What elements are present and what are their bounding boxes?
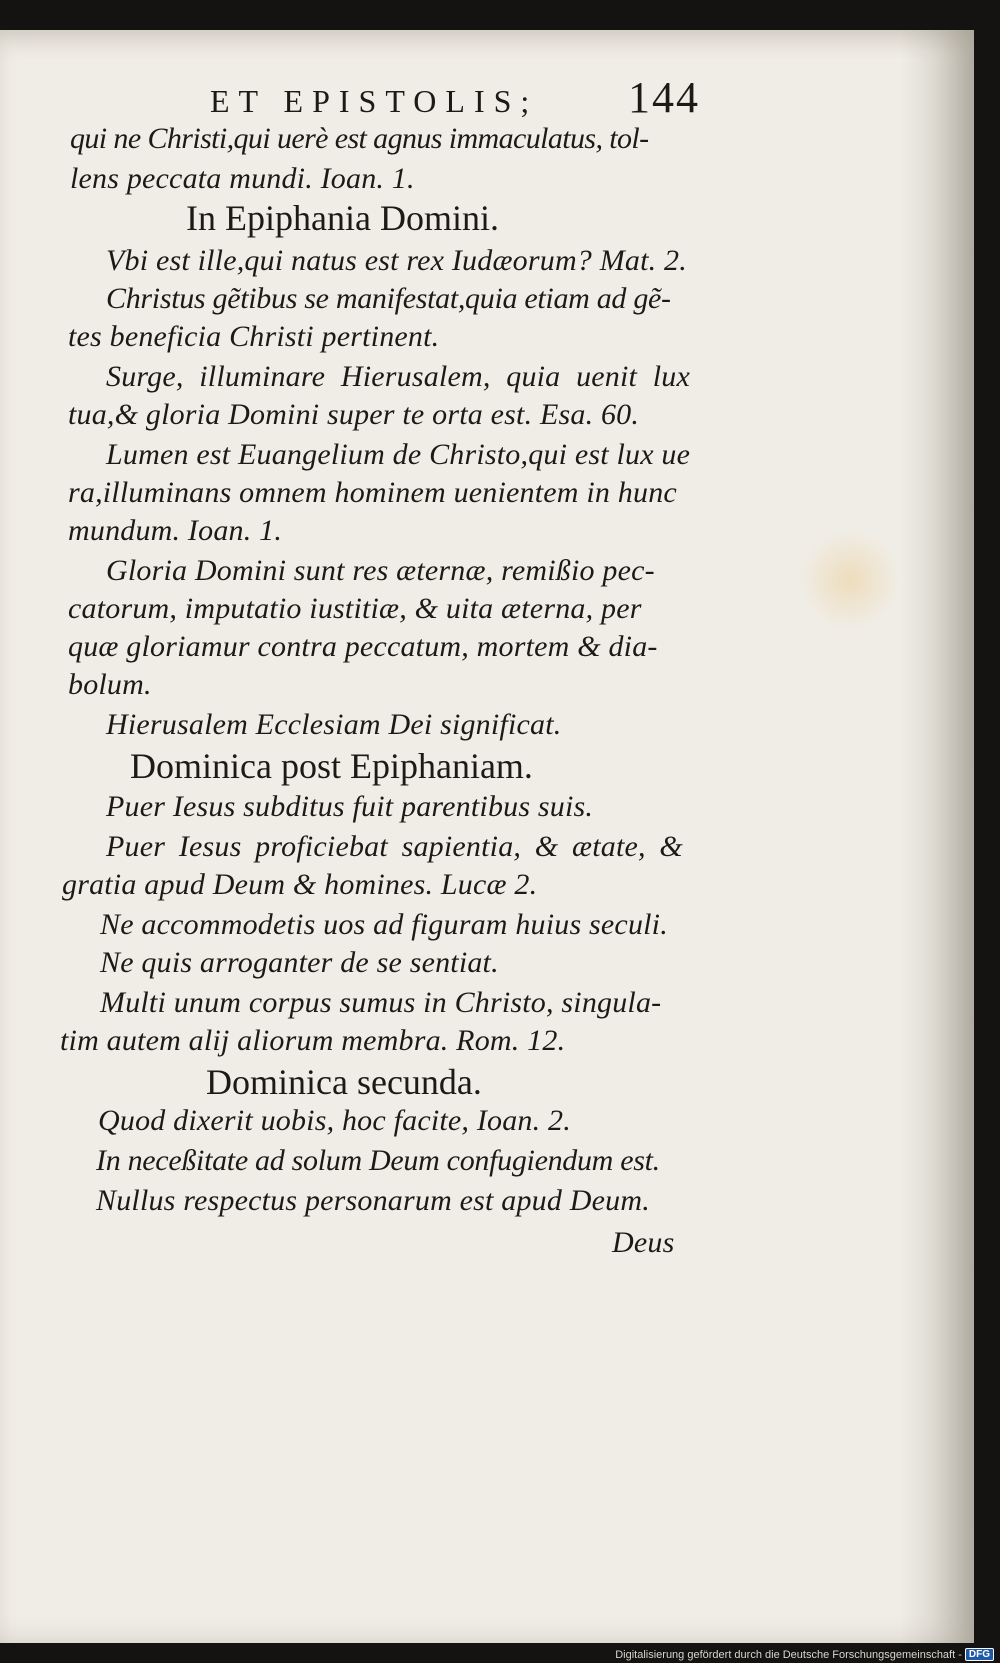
text-line: Ne accommodetis uos ad figuram huius seculi. bbox=[100, 908, 668, 941]
text-line: Surge, illuminare Hierusalem, quia uenit lux bbox=[106, 360, 691, 393]
text-line: Vbi est ille,qui natus est rex Iudæorum? Mat. 2. bbox=[106, 244, 687, 277]
text-line: gratia apud Deum & homines. Lucæ 2. bbox=[62, 868, 538, 901]
dfg-logo: DFG bbox=[965, 1648, 994, 1661]
catchword: Deus bbox=[612, 1226, 675, 1259]
text-line: Puer Iesus subditus fuit parentibus suis. bbox=[106, 790, 594, 823]
text-line: Nullus respectus personarum est apud Deum. bbox=[96, 1184, 650, 1217]
section-heading: In Epiphania Domini. bbox=[186, 198, 499, 238]
running-head-title: ET EPISTOLIS; bbox=[210, 83, 539, 119]
text-line: tim autem alij aliorum membra. Rom. 12. bbox=[60, 1024, 566, 1057]
page-number: 144 bbox=[628, 73, 700, 122]
text-line: Lumen est Euangelium de Christo,qui est lux ue bbox=[106, 438, 691, 471]
text-line: mundum. Ioan. 1. bbox=[68, 514, 283, 547]
text-line: tua,& gloria Domini super te orta est. Esa. 60. bbox=[68, 398, 640, 431]
text-line: quæ gloriamur contra peccatum, mortem & dia- bbox=[68, 630, 658, 663]
text-line: Christus gẽtibus se manifestat,quia etiam ad gẽ- bbox=[106, 282, 671, 315]
text-line: bolum. bbox=[68, 668, 152, 701]
section-heading: Dominica post Epiphaniam. bbox=[130, 746, 533, 786]
credit-text: Digitalisierung gefördert durch die Deutsche Forschungsgemeinschaft - bbox=[615, 1648, 962, 1661]
digitization-credit bbox=[615, 1648, 994, 1661]
text-line: qui ne Christi,qui uerè est agnus immaculatus, tol- bbox=[70, 122, 649, 155]
text-line: Hierusalem Ecclesiam Dei significat. bbox=[106, 708, 562, 741]
text-line: Puer Iesus proficiebat sapientia, & ætate, & bbox=[106, 830, 683, 863]
text-line: Gloria Domini sunt res æternæ, remißio pec- bbox=[106, 554, 655, 587]
running-head bbox=[210, 72, 700, 123]
text-line: ra,illuminans omnem hominem uenientem in hunc bbox=[68, 476, 677, 509]
text-line: Quod dixerit uobis, hoc facite, Ioan. 2. bbox=[98, 1104, 571, 1137]
text-line: Ne quis arroganter de se sentiat. bbox=[100, 946, 499, 979]
text-line: tes beneficia Christi pertinent. bbox=[68, 320, 440, 353]
text-line: lens peccata mundi. Ioan. 1. bbox=[70, 162, 415, 195]
page-edge-shadow bbox=[900, 30, 974, 1643]
text-line: In neceßitate ad solum Deum confugiendum est. bbox=[96, 1144, 660, 1177]
section-heading: Dominica secunda. bbox=[206, 1062, 482, 1102]
paper-stain bbox=[800, 530, 900, 630]
text-line: Multi unum corpus sumus in Christo, singula- bbox=[100, 986, 662, 1019]
text-line: catorum, imputatio iustitiæ, & uita æterna, per bbox=[68, 592, 642, 625]
